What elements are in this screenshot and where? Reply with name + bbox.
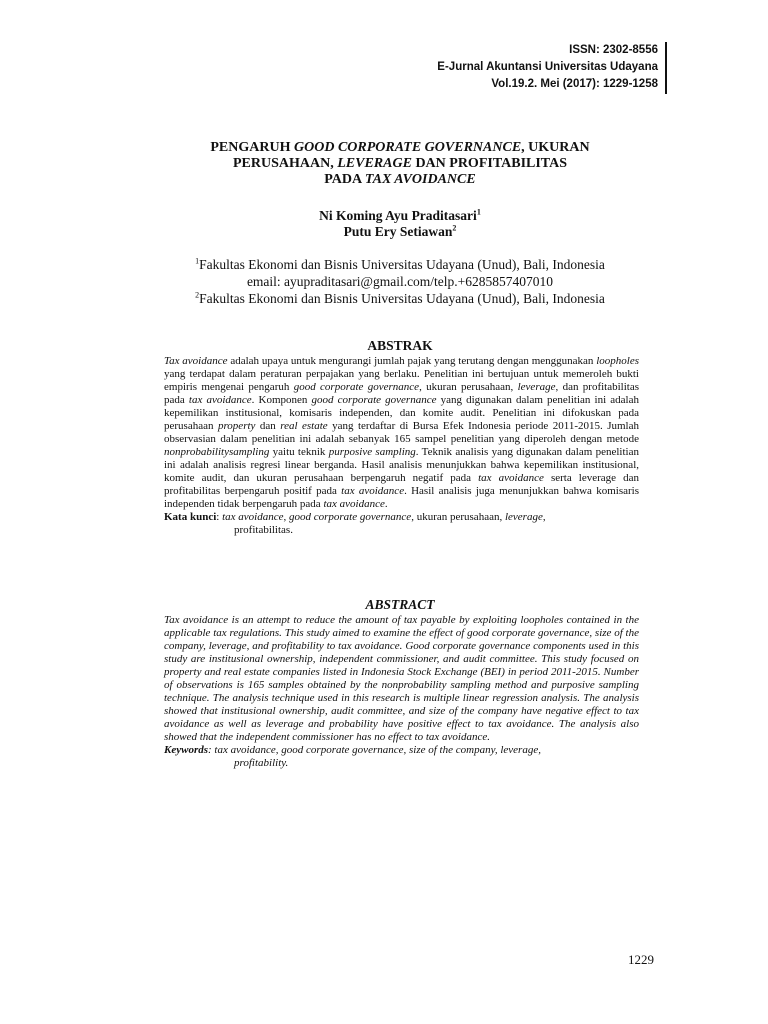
- abstrak-heading: ABSTRAK: [367, 338, 433, 353]
- abstrak-text: yang terdaftar di Bursa Efek Indonesia periode 2011-2015. Jumlah observasian dalam penelitian ini adalah sebanyak 165 sampel penelitian yang diperoleh dengan metode: [164, 420, 639, 445]
- abstract-body: [164, 614, 639, 770]
- abstrak-term: tax avoidance: [188, 394, 252, 406]
- affiliation-2: [160, 290, 640, 307]
- kata-kunci-line: [164, 511, 639, 524]
- abstrak-text: . Komponen: [251, 394, 312, 406]
- volume-line: Vol.19.2. Mei (2017): 1229-1258: [491, 78, 658, 90]
- abstrak-text: serta leverage dan profitabilitas berpengaruh positif pada: [164, 472, 639, 497]
- author-2: [160, 224, 640, 240]
- title-italic: TAX AVOIDANCE: [364, 172, 476, 187]
- abstrak-term: nonprobabilitysampling: [164, 446, 270, 458]
- kata-kunci-text: ,: [283, 511, 289, 523]
- title-italic: GOOD CORPORATE GOVERNANCE: [294, 140, 522, 155]
- author-email: email: ayupraditasari@gmail.com/telp.+6285857407010: [246, 274, 554, 289]
- journal-header: [437, 42, 658, 93]
- issn-line: ISSN: 2302-8556: [569, 44, 658, 56]
- abstrak-text: adalah upaya untuk mengurangi jumlah pajak yang terutang dengan menggunakan: [227, 355, 597, 367]
- abstrak-term: tax avoidance: [478, 472, 544, 484]
- author-list: [160, 208, 640, 240]
- affiliation-text: Fakultas Ekonomi dan Bisnis Universitas Udayana (Unud), Bali, Indonesia: [199, 257, 605, 272]
- affiliation-marker: 2: [195, 290, 200, 300]
- abstrak-text: , ukuran perusahaan,: [419, 381, 518, 393]
- author-marker: 2: [452, 223, 457, 233]
- title-text: , UKURAN: [521, 140, 590, 155]
- title-italic: LEVERAGE: [337, 156, 412, 171]
- abstrak-term: real estate: [280, 420, 328, 432]
- abstrak-text: . Hasil analisis juga menunjukkan bahwa komisaris independen tidak berpengaruh pada: [164, 485, 639, 510]
- title-text: DAN PROFITABILITAS: [411, 156, 567, 171]
- abstrak-text: yaitu teknik: [269, 446, 329, 458]
- abstrak-term: loopholes: [596, 355, 640, 367]
- kata-kunci-text: , ukuran perusahaan,: [411, 511, 505, 523]
- paper-title: [160, 140, 640, 188]
- keywords-label: Keywords: [164, 744, 208, 756]
- abstrak-term: property: [217, 420, 256, 432]
- abstract-heading: ABSTRACT: [365, 597, 435, 612]
- author-name: Putu Ery Setiawan: [343, 224, 453, 239]
- abstract-paragraph: Tax avoidance is an attempt to reduce the amount of tax payable by exploiting loopholes contained in the applicable tax regulations. This study aimed to examine the effect of good corporate governance, size of the company, leverage, and profitability to tax avoidance. Good corporate governance components used in this study are institusional ownership, independent commissioner, and audit committee. This study focused on property and real estate companies listed in Indonesia Stock Exchange (BEI) in period 2011-2015. Number of observations is 165 samples obtained by the nonprobability sampling method and purposive sampling technique. The analysis technique used in this research is multiple linear regression analysis. The analysis showed that institusional ownership, audit committee, and size of the company have negative effect to tax avoidance as well as leverage and probability have positive effect to tax avoidance. The analysis also showed that the independent commissioner has no effect to tax avoidance.: [164, 614, 639, 743]
- abstrak-text: .: [384, 498, 388, 510]
- abstrak-term: purposive sampling: [328, 446, 416, 458]
- keywords-line-2: profitability.: [234, 757, 289, 769]
- journal-name: E-Jurnal Akuntansi Universitas Udayana: [437, 61, 658, 73]
- abstrak-term: good corporate governance: [311, 394, 437, 406]
- keywords-text: : tax avoidance, good corporate governance, size of the company, leverage,: [208, 744, 541, 756]
- abstrak-text: yang digunakan dalam penelitian ini adalah kepemilikan institusional, komisaris independen, dan komite audit. Penelitian ini difokuskan pada perusahaan: [164, 394, 639, 432]
- affiliations: [160, 256, 640, 307]
- abstrak-text: dan: [255, 420, 281, 432]
- author-1: [160, 208, 640, 224]
- abstrak-term: good corporate governance: [293, 381, 420, 393]
- abstrak-term: tax avoidance: [323, 498, 385, 510]
- kata-kunci-line-2: profitabilitas.: [234, 524, 293, 536]
- abstrak-term: Tax avoidance: [164, 355, 228, 367]
- kata-kunci-text: ,: [542, 511, 546, 523]
- affiliation-1: [160, 256, 640, 273]
- keyword: good corporate governance: [288, 511, 412, 523]
- abstrak-text: , dan profitabilitas pada: [164, 381, 639, 406]
- keyword: tax avoidance: [222, 511, 284, 523]
- abstrak-body: [164, 355, 639, 537]
- author-name: Ni Koming Ayu Praditasari: [319, 208, 477, 223]
- header-divider: [665, 42, 667, 94]
- keyword: leverage: [504, 511, 543, 523]
- page-number: 1229: [628, 952, 654, 967]
- keywords-line: [164, 744, 639, 757]
- kata-kunci-label: Kata kunci: [164, 511, 217, 523]
- abstrak-text: . Teknik analisis yang digunakan dalam penelitian ini adalah analisis regresi linear berganda. Hasil analisis menunjukkan bahwa kepemilikan institusional, komite audit, dan ukuran perusahaan berpengaruh negatif pada: [164, 446, 639, 484]
- title-text: PERUSAHAAN,: [233, 156, 338, 171]
- title-text: PENGARUH: [210, 140, 294, 155]
- affiliation-text: Fakultas Ekonomi dan Bisnis Universitas Udayana (Unud), Bali, Indonesia: [199, 291, 605, 306]
- affiliation-marker: 1: [195, 256, 200, 266]
- abstrak-term: leverage: [517, 381, 556, 393]
- abstrak-term: tax avoidance: [341, 485, 405, 497]
- author-marker: 1: [476, 207, 481, 217]
- abstrak-text: yang terdapat dalam peraturan perpajakan yang berlaku. Penelitian ini bertujuan untuk memeroleh bukti empiris mengenai pengaruh: [164, 368, 639, 393]
- abstrak-paragraph: [164, 355, 639, 511]
- kata-kunci-text: :: [216, 511, 223, 523]
- title-text: PADA: [324, 172, 365, 187]
